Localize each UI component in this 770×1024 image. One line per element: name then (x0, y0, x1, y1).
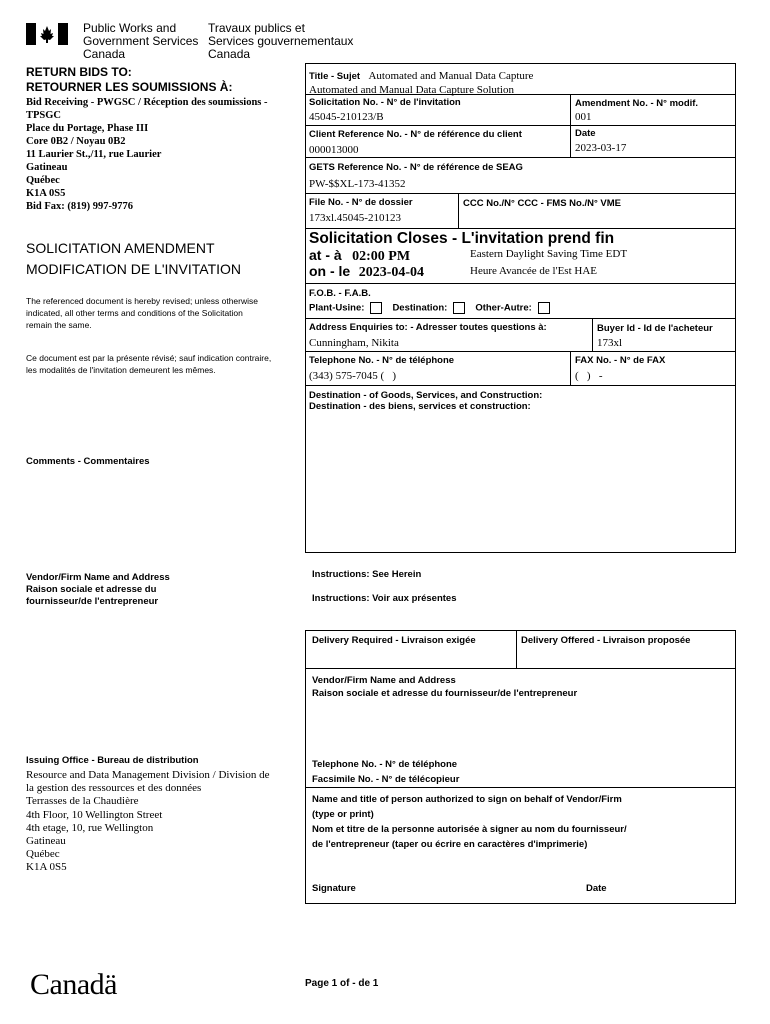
amendment-title (26, 238, 241, 280)
destination-checkbox[interactable] (453, 302, 465, 314)
vendor-telephone-label: Telephone No. - N° de téléphone (312, 759, 458, 770)
text-line: fournisseur/de l'entrepreneur (26, 596, 159, 607)
client-reference-label: Client Reference No. - N° de référence du client (309, 129, 522, 140)
text-line: Raison sociale et adresse du (26, 584, 157, 595)
text-line: Vendor/Firm Name and Address (26, 572, 170, 583)
address-enquiries-value: Cunningham, Nikita (309, 337, 399, 349)
address-enquiries-label: Address Enquiries to: - Adresser toutes questions à: (309, 322, 547, 333)
plant-usine-checkbox[interactable] (370, 302, 382, 314)
text-line: (type or print) (312, 809, 374, 820)
text-line: Destination - of Goods, Services, and Construction: (309, 390, 543, 401)
amendment-text-fr (26, 352, 271, 376)
title-field (309, 66, 729, 97)
text-line: Nom et titre de la personne autorisée à signer au nom du fournisseur/ (312, 824, 627, 835)
text-line: Destination - des biens, services et construction: (309, 401, 531, 412)
timezone-fr: Heure Avancée de l'Est HAE (470, 265, 598, 277)
address-line: la gestion des ressources et des données (26, 782, 202, 795)
text-line: de l'entrepreneur (taper ou écrire en caractères d'imprimerie) (312, 839, 588, 850)
department-name-fr (208, 22, 353, 61)
solicitation-closes-title: Solicitation Closes - L'invitation prend fin (309, 230, 615, 247)
file-no-label: File No. - N° de dossier (309, 197, 413, 208)
amendment-no-value: 001 (575, 111, 592, 123)
delivery-required-label: Delivery Required - Livraison exigée (312, 635, 476, 646)
file-no-value: 173xl.45045-210123 (309, 212, 401, 224)
text-line: Ce document est par la présente révisé; sauf indication contraire, (26, 353, 272, 363)
address-line: 4th etage, 10, rue Wellington (26, 821, 154, 834)
vendor-name-address-label (312, 674, 577, 700)
amendment-text-en (26, 295, 258, 331)
date-label: Date (575, 128, 596, 139)
address-line: Place du Portage, Phase III (26, 123, 149, 134)
return-bids-title-fr: RETOURNER LES SOUMISSIONS À: (26, 80, 233, 94)
destination-label: Destination: (392, 302, 448, 314)
instructions-fr: Instructions: Voir aux présentes (312, 593, 457, 604)
address-line: 11 Laurier St.,/11, rue Laurier (26, 149, 162, 160)
solicitation-no-value: 45045-210123/B (309, 111, 384, 123)
return-bids-title-en: RETURN BIDS TO: (26, 65, 132, 79)
vendor-left-label (26, 572, 170, 608)
gets-reference-value: PW-$$XL-173-41352 (309, 178, 406, 190)
buyer-id-value: 173xl (597, 337, 623, 349)
closing-time-value: 02:00 PM (352, 249, 411, 264)
department-line: Public Works and (83, 21, 177, 35)
amendment-title-fr: MODIFICATION DE L'INVITATION (26, 261, 242, 277)
title-value: Automated and Manual Data Capture (368, 70, 534, 82)
text-line: The referenced document is hereby revised; unless otherwise (26, 296, 258, 306)
issuing-office-address (26, 769, 269, 875)
return-bids-title (26, 65, 232, 95)
department-line: Canada (208, 47, 251, 61)
closing-date (309, 263, 424, 281)
text-line: les modalités de l'invitation demeurent les mêmes. (26, 365, 216, 375)
address-line: Québec (26, 848, 60, 861)
timezone-en: Eastern Daylight Saving Time EDT (470, 248, 628, 260)
text-line: Raison sociale et adresse du fournisseur/de l'entrepreneur (312, 688, 578, 699)
other-autre-label: Other-Autre: (475, 302, 532, 314)
fob-label: F.O.B. - F.A.B. (309, 288, 371, 299)
text-line: remain the same. (26, 320, 92, 330)
signature-label: Signature (312, 883, 356, 894)
address-line: 4th Floor, 10 Wellington Street (26, 808, 163, 821)
gets-reference-label: GETS Reference No. - N° de référence de SEAG (309, 162, 523, 173)
address-line: Gatineau (26, 835, 66, 848)
telephone-value: (343) 575-7045 ( ) (309, 370, 397, 382)
address-line: Resource and Data Management Division / Division de (26, 769, 270, 781)
amendment-no-label: Amendment No. - N° modif. (575, 98, 699, 109)
address-line: K1A 0S5 (26, 861, 67, 874)
department-line: Canada (83, 47, 126, 61)
comments-label: Comments - Commentaires (26, 456, 150, 467)
date-value: 2023-03-17 (575, 142, 627, 154)
other-autre-checkbox[interactable] (538, 302, 550, 314)
canada-wordmark: Canadä (30, 968, 117, 1001)
return-bids-address (26, 96, 268, 213)
canada-flag-icon (26, 23, 68, 45)
fax-label: FAX No. - N° de FAX (575, 355, 666, 366)
buyer-id-label: Buyer Id - Id de l'acheteur (597, 323, 713, 334)
title-value-2: Automated and Manual Data Capture Solution (309, 84, 514, 96)
plant-usine-label: Plant-Usine: (309, 302, 365, 314)
amendment-title-en: SOLICITATION AMENDMENT (26, 240, 215, 256)
fob-options (309, 302, 560, 314)
address-line: Québec (26, 175, 60, 186)
issuing-office-label: Issuing Office - Bureau de distribution (26, 755, 199, 766)
department-line: Travaux publics et (208, 21, 305, 35)
address-line: Gatineau (26, 162, 68, 173)
address-line: Core 0B2 / Noyau 0B2 (26, 136, 126, 147)
vendor-facsimile-label: Facsimile No. - N° de télécopieur (312, 774, 460, 785)
address-line: TPSGC (26, 110, 62, 121)
signature-date-label: Date (586, 883, 607, 894)
destination-goods-label (309, 390, 542, 412)
fax-value: ( ) - (575, 370, 603, 382)
address-line: Terrasses de la Chaudière (26, 795, 139, 808)
instructions-en: Instructions: See Herein (312, 569, 422, 580)
ccc-no-label: CCC No./N° CCC - FMS No./N° VME (463, 198, 622, 209)
department-line: Government Services (83, 34, 199, 48)
department-name-en (83, 22, 198, 61)
page-number: Page 1 of - de 1 (305, 978, 379, 989)
authorized-person-label (312, 792, 627, 852)
at-label: at - à (309, 247, 342, 263)
text-line: Vendor/Firm Name and Address (312, 675, 456, 686)
text-line: Name and title of person authorized to sign on behalf of Vendor/Firm (312, 794, 622, 805)
address-line: K1A 0S5 (26, 188, 66, 199)
title-label: Title - Sujet (309, 71, 361, 82)
closing-date-value: 2023-04-04 (358, 265, 425, 280)
client-reference-value: 000013000 (309, 144, 359, 156)
solicitation-no-label: Solicitation No. - N° de l'invitation (309, 97, 461, 108)
department-line: Services gouvernementaux (208, 34, 354, 48)
on-label: on - le (309, 263, 351, 279)
text-line: indicated, all other terms and conditions of the Solicitation (26, 308, 243, 318)
delivery-offered-label: Delivery Offered - Livraison proposée (521, 635, 691, 646)
address-line: Bid Fax: (819) 997-9776 (26, 201, 134, 212)
telephone-label: Telephone No. - N° de téléphone (309, 355, 455, 366)
address-line: Bid Receiving - PWGSC / Réception des soumissions - (26, 97, 268, 108)
